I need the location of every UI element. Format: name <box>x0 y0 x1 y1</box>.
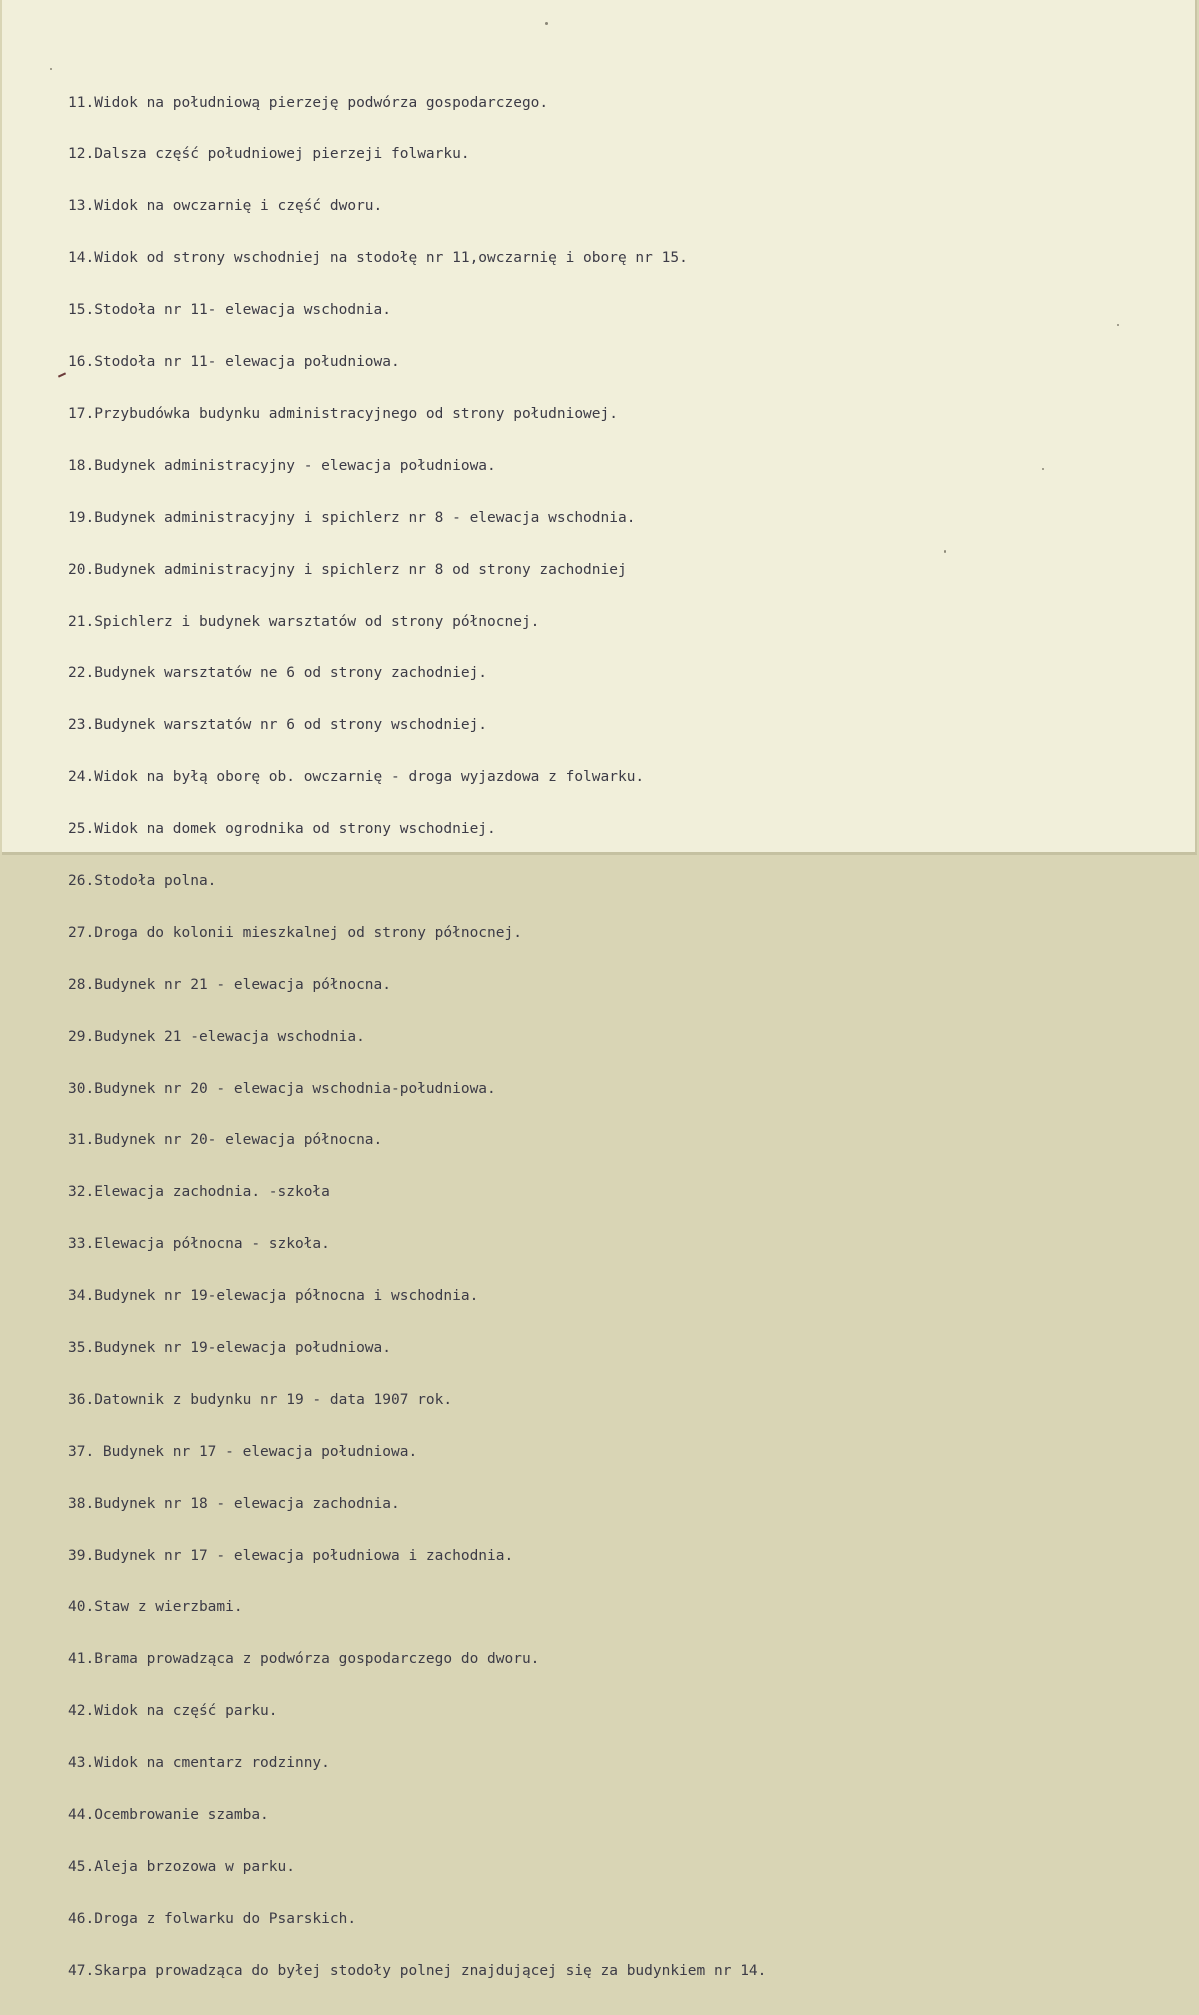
list-item: 38.Budynek nr 18 - elewacja zachodnia. <box>68 1495 400 1512</box>
list-item: 17.Przybudówka budynku administracyjnego od strony południowej. <box>68 405 618 422</box>
list-item: 34.Budynek nr 19-elewacja północna i wschodnia. <box>68 1288 479 1305</box>
paper-speck <box>545 22 548 25</box>
list-item: 39.Budynek nr 17 - elewacja południowa i zachodnia. <box>68 1547 514 1564</box>
paper-speck <box>50 68 52 70</box>
list-item: 25.Widok na domek ogrodnika od strony wschodniej. <box>68 821 496 838</box>
list-item: 27.Droga do kolonii mieszkalnej od strony północnej. <box>68 924 522 941</box>
pencil-mark <box>58 372 66 377</box>
list-item: 33.Elewacja północna - szkoła. <box>68 1236 330 1253</box>
list-item: 13.Widok na owczarnię i część dworu. <box>68 198 383 215</box>
list-item: 24.Widok na byłą oborę ob. owczarnię - droga wyjazdowa z folwarku. <box>68 769 645 786</box>
list-item: 30.Budynek nr 20 - elewacja wschodnia-południowa. <box>68 1080 496 1097</box>
list-item: 32.Elewacja zachodnia. -szkoła <box>68 1184 330 1201</box>
list-item: 36.Datownik z budynku nr 19 - data 1907 rok. <box>68 1391 453 1408</box>
list-item: 23.Budynek warsztatów nr 6 od strony wschodniej. <box>68 717 488 734</box>
list-item: 29.Budynek 21 -elewacja wschodnia. <box>68 1028 365 1045</box>
paper-speck <box>944 550 946 553</box>
list-item: 19.Budynek administracyjny i spichlerz nr 8 - elewacja wschodnia. <box>68 509 636 526</box>
list-item: 37. Budynek nr 17 - elewacja południowa. <box>68 1443 418 1460</box>
list-item: 16.Stodoła nr 11- elewacja południowa. <box>68 354 400 371</box>
photo-caption-list <box>68 60 766 2015</box>
list-item: 11.Widok na południową pierzeję podwórza gospodarczego. <box>68 94 549 111</box>
paper-speck <box>1042 468 1044 470</box>
list-item: 15.Stodoła nr 11- elewacja wschodnia. <box>68 302 392 319</box>
typewritten-page <box>2 0 1197 1979</box>
list-item: 47.Skarpa prowadząca do byłej stodoły polnej znajdującej się za budynkiem nr 14. <box>68 1962 767 1979</box>
list-item: 42.Widok na część parku. <box>68 1703 278 1720</box>
list-item: 26.Stodoła polna. <box>68 872 217 889</box>
list-item: 43.Widok na cmentarz rodzinny. <box>68 1755 330 1772</box>
list-item: 46.Droga z folwarku do Psarskich. <box>68 1910 357 1927</box>
list-item: 21.Spichlerz i budynek warsztatów od strony północnej. <box>68 613 540 630</box>
list-item: 20.Budynek administracyjny i spichlerz nr 8 od strony zachodniej <box>68 561 627 578</box>
list-item: 14.Widok od strony wschodniej na stodołę nr 11,owczarnię i oborę nr 15. <box>68 250 688 267</box>
list-item: 31.Budynek nr 20- elewacja północna. <box>68 1132 383 1149</box>
list-item: 41.Brama prowadząca z podwórza gospodarczego do dworu. <box>68 1651 540 1668</box>
list-item: 45.Aleja brzozowa w parku. <box>68 1858 295 1875</box>
list-item: 18.Budynek administracyjny - elewacja południowa. <box>68 457 496 474</box>
list-item: 22.Budynek warsztatów ne 6 od strony zachodniej. <box>68 665 488 682</box>
list-item: 35.Budynek nr 19-elewacja południowa. <box>68 1339 392 1356</box>
list-item: 28.Budynek nr 21 - elewacja północna. <box>68 976 392 993</box>
list-item: 44.Ocembrowanie szamba. <box>68 1806 269 1823</box>
list-item: 12.Dalsza część południowej pierzeji folwarku. <box>68 146 470 163</box>
paper-speck <box>1117 324 1119 326</box>
list-item: 40.Staw z wierzbami. <box>68 1599 243 1616</box>
